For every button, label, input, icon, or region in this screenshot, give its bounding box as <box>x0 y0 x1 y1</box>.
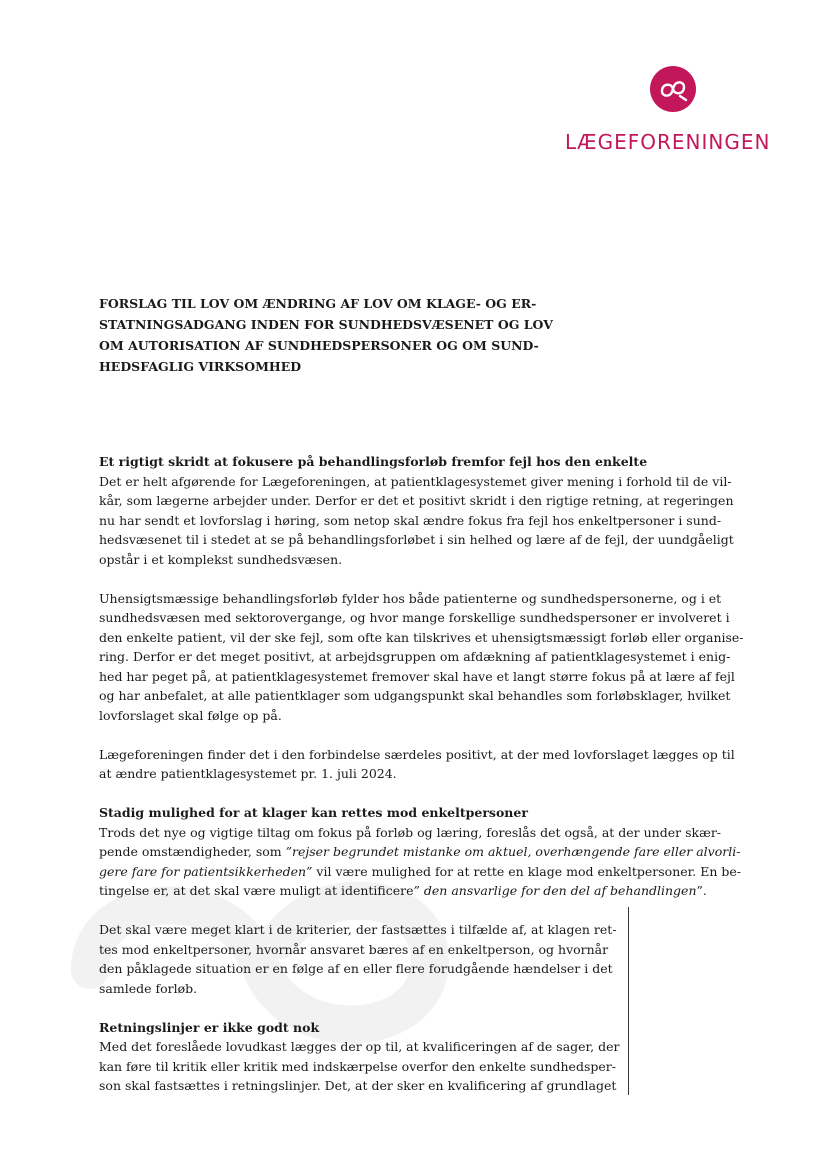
text-run: pende omstændigheder, som <box>99 844 286 859</box>
title-line: STATNINGSADGANG INDEN FOR SUNDHEDSVÆSENET OG LOV <box>99 317 553 332</box>
text-run: tingelse er, at det skal være muligt at identificere <box>99 883 414 898</box>
paragraph-line: at ændre patientklagesystemet pr. 1. juli 2024. <box>99 766 397 781</box>
paragraph-line <box>99 881 739 901</box>
title-line: FORSLAG TIL LOV OM ÆNDRING AF LOV OM KLAGE- OG ER- <box>99 296 537 311</box>
paragraph-line: kår, som lægerne arbejder under. Derfor er det et positivt skridt i den rigtige retning, at regeringen <box>99 493 734 508</box>
section-heading: Et rigtigt skridt at fokusere på behandlingsforløb fremfor fejl hos den enkelte <box>99 454 648 469</box>
paragraph-line: Uhensigtsmæssige behandlingsforløb fylder hos både patienterne og sundhedspersonerne, og i et <box>99 590 722 606</box>
paragraph-line: hed har peget på, at patientklagesystemet fremover skal have et langt større fokus på at lære af fejl <box>99 668 735 684</box>
paragraph-line: og har anbefalet, at alle patientklager som udgangspunkt skal behandles som forløbsklager, hvilket <box>99 688 731 703</box>
paragraph-line: samlede forløb. <box>99 980 198 996</box>
paragraph-line <box>99 862 739 882</box>
paragraph-line: opstår i et komplekst sundhedsvæsen. <box>99 551 343 567</box>
quote-text: gere fare for patientsikkerheden” <box>99 863 313 879</box>
quote-text: ” den ansvarlige for den del af behandlingen <box>413 883 697 898</box>
paragraph-line: lovforslaget skal følge op på. <box>99 707 282 723</box>
title-line: HEDSFAGLIG VIRKSOMHED <box>99 359 302 374</box>
paragraph-line: Med det foreslåede lovudkast lægges der op til, at kvalificeringen af de sager, der <box>99 1039 620 1054</box>
paragraph-line: son skal fastsættes i retningslinjer. Det, at der sker en kvalificering af grundlaget <box>99 1078 617 1093</box>
paragraph-line: sundhedsvæsen med sektorovergange, og hvor mange forskellige sundhedspersoner er involveret i <box>99 610 730 625</box>
section-heading: Stadig mulighed for at klager kan rettes mod enkeltpersoner <box>99 805 528 820</box>
paragraph-line: Lægeforeningen finder det i den forbindelse særdeles positivt, at der med lovforslaget lægges op til <box>99 746 735 762</box>
text-run: ”. <box>696 883 707 898</box>
paragraph-line: Det skal være meget klart i de kriterier, der fastsættes i tilfælde af, at klagen ret- <box>99 922 617 937</box>
paragraph-line: ring. Derfor er det meget positivt, at arbejdsgruppen om afdækning af patientklagesystemet i enig- <box>99 649 731 664</box>
document-title <box>99 293 559 377</box>
paragraph-line: Trods det nye og vigtige tiltag om fokus på forløb og læring, foreslås det også, at der under skær- <box>99 824 722 840</box>
margin-rule <box>628 907 629 1095</box>
paragraph-line: hedsvæsenet til i stedet at se på behandlingsforløbet i sin helhed og lære af de fejl, der uundgåeligt <box>99 532 734 547</box>
logo-icon <box>650 66 696 112</box>
document-body <box>99 452 744 1096</box>
paragraph-line: den enkelte patient, vil der ske fejl, som ofte kan tilskrives et uhensigtsmæssigt forløb eller organise- <box>99 629 744 645</box>
paragraph-line: nu har sendt et lovforslag i høring, som netop skal ændre fokus fra fejl hos enkeltpersoner i sund- <box>99 512 722 528</box>
paragraph-line: den påklagede situation er en følge af en eller flere forudgående hændelser i det <box>99 961 613 976</box>
paragraph-line: tes mod enkeltpersoner, hvornår ansvaret bæres af en enkeltperson, og hvornår <box>99 941 609 957</box>
quote-text: ”rejser begrundet mistanke om aktuel, overhængende fare eller alvorli- <box>285 844 741 859</box>
title-line: OM AUTORISATION AF SUNDHEDSPERSONER OG OM SUND- <box>99 338 539 353</box>
paragraph-line <box>99 842 739 862</box>
text-run: vil være mulighed for at rette en klage mod enkeltpersoner. En be- <box>312 863 741 879</box>
paragraph-line: kan føre til kritik eller kritik med indskærpelse overfor den enkelte sundhedsper- <box>99 1058 616 1074</box>
section-heading: Retningslinjer er ikke godt nok <box>99 1019 320 1035</box>
paragraph-line: Det er helt afgørende for Lægeforeningen, at patientklagesystemet giver mening i forhold til de vil- <box>99 473 732 489</box>
logo-wordmark: LÆGEFORENINGEN <box>565 130 771 154</box>
